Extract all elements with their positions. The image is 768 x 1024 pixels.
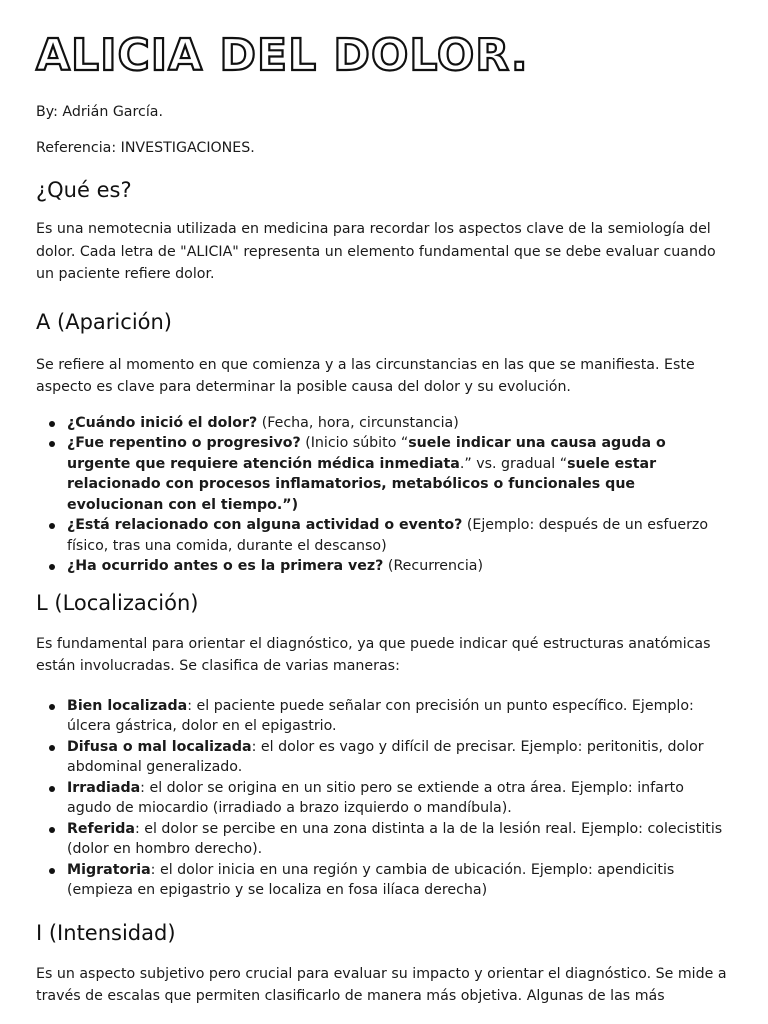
paragraph-aparicion: Se refiere al momento en que comienza y a las circunstancias en las que se manifiesta. Este aspecto es clave para determinar la posible causa del dolor y su evolución.: [36, 356, 695, 395]
item-bold: ¿Ha ocurrido antes o es la primera vez?: [67, 558, 384, 574]
reference-line: Referencia: INVESTIGACIONES.: [36, 140, 255, 156]
heading-que-es: ¿Qué es?: [36, 178, 132, 202]
item-text: : el dolor se origina en un sitio pero se extiende a otra área. Ejemplo: infarto agudo de miocardio (irradiado a brazo izquierdo o mandíbula).: [67, 779, 684, 816]
item-bold: suele indicar una causa aguda o urgente que requiere atención médica inmediata: [67, 435, 666, 472]
item-bold: Irradiada: [67, 779, 141, 796]
item-text: (Ejemplo: después de un esfuerzo físico, tras una comida, durante el descanso): [67, 517, 709, 554]
item-bold: Referida: [67, 820, 135, 837]
heading-localizacion: L (Localización): [36, 590, 199, 615]
list-item: [67, 556, 732, 577]
list-item: [67, 515, 732, 556]
item-bold: ¿Está relacionado con alguna actividad o evento?: [67, 517, 463, 533]
list-item: [67, 737, 732, 778]
item-bold: Migratoria: [67, 861, 151, 878]
heading-intensidad: I (Intensidad): [36, 920, 176, 945]
item-text: .” vs. gradual “: [459, 455, 568, 472]
item-bold: ¿Fue repentino o progresivo?: [67, 435, 301, 451]
localizacion-list: [36, 696, 732, 901]
paragraph-intensidad: Es un aspecto subjetivo pero crucial para evaluar su impacto y orientar el diagnóstico. Se mide a través de escalas que permiten clasificarlo de manera más objetiva. Algunas de las más: [36, 965, 727, 1004]
item-text: (Inicio súbito “: [300, 435, 409, 451]
document-page: [36, 30, 732, 1008]
item-bold: Bien localizada: [67, 697, 188, 714]
document-title: ALICIA DEL DOLOR.: [36, 30, 529, 81]
list-item: [67, 433, 732, 515]
item-bold: Difusa o mal localizada: [67, 738, 252, 755]
paragraph-localizacion: Es fundamental para orientar el diagnóstico, ya que puede indicar qué estructuras anatómicas están involucradas. Se clasifica de varias maneras:: [36, 635, 711, 674]
aparicion-list: [36, 413, 732, 577]
heading-aparicion: A (Aparición): [36, 309, 172, 334]
list-item: [67, 696, 732, 737]
item-bold: ¿Cuándo inició el dolor?: [67, 414, 258, 431]
item-text: : el dolor es vago y difícil de precisar. Ejemplo: peritonitis, dolor abdominal generalizado.: [67, 738, 704, 775]
paragraph-que-es: Es una nemotecnia utilizada en medicina para recordar los aspectos clave de la semiología del dolor. Cada letra de "ALICIA" representa un elemento fundamental que se debe evaluar cuando un paciente refiere dolor.: [36, 221, 716, 282]
list-item: [67, 860, 732, 901]
list-item: [67, 819, 732, 860]
list-item: [67, 413, 732, 434]
item-bold: suele estar relacionado con procesos inflamatorios, metabólicos o funcionales que evolucionan con el tiempo.”): [67, 455, 657, 513]
item-text: : el dolor inicia en una región y cambia de ubicación. Ejemplo: apendicitis (empieza en epigastrio y se localiza en fosa ilíaca derecha): [67, 861, 675, 898]
item-text: : el paciente puede señalar con precisión un punto específico. Ejemplo: úlcera gástrica, dolor en el epigastrio.: [67, 697, 694, 734]
item-text: : el dolor se percibe en una zona distinta a la de la lesión real. Ejemplo: colecistitis (dolor en hombro derecho).: [67, 820, 723, 857]
item-text: (Fecha, hora, circunstancia): [257, 414, 459, 431]
item-text: (Recurrencia): [383, 558, 483, 574]
author-line: By: Adrián García.: [36, 104, 163, 120]
list-item: [67, 778, 732, 819]
